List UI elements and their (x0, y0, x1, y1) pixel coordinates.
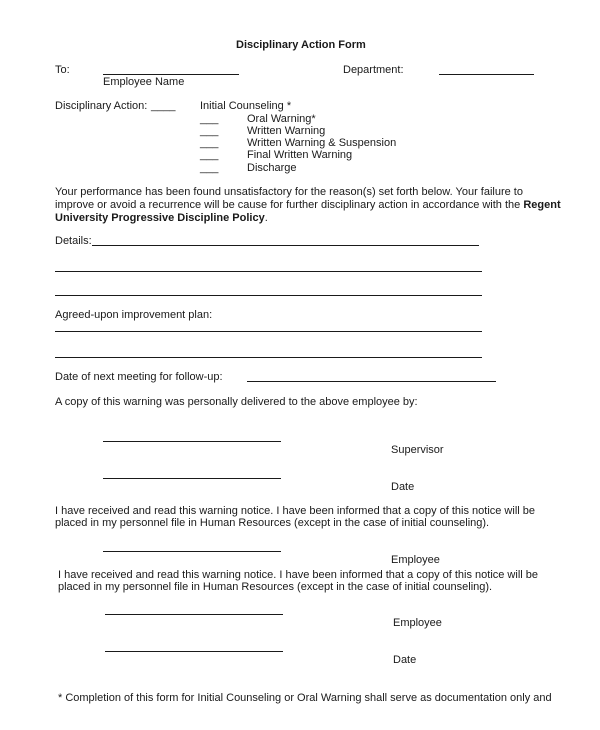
employee-date-line[interactable] (105, 651, 283, 652)
acknowledgement-text: placed in my personnel file in Human Resources (except in the case of initial counseling). (58, 581, 493, 593)
option-label: Final Written Warning (247, 149, 353, 161)
acknowledgement-text: placed in my personnel file in Human Resources (except in the case of initial counseling). (55, 517, 490, 529)
option-blank[interactable]: ___ (200, 125, 219, 137)
option-label: Oral Warning* (247, 113, 316, 125)
improvement-plan-label: Agreed-upon improvement plan: (55, 309, 213, 321)
option-blank[interactable]: ___ (200, 113, 219, 125)
supervisor-signature-line[interactable] (103, 441, 281, 442)
next-meeting-line[interactable] (247, 381, 496, 382)
employee-label: Employee (391, 554, 440, 566)
initial-counseling-label: Initial Counseling * (200, 100, 292, 112)
option-label: Written Warning & Suspension (247, 137, 397, 149)
policy-period: . (264, 212, 268, 224)
supervisor-label: Supervisor (391, 444, 444, 456)
option-blank[interactable]: ___ (200, 162, 219, 174)
performance-text (55, 199, 561, 212)
acknowledgement-text: I have received and read this warning notice. I have been informed that a copy of this notice will be (58, 569, 539, 581)
option-blank[interactable]: ___ (200, 137, 219, 149)
improvement-line[interactable] (55, 331, 482, 332)
option-blank[interactable]: ___ (200, 149, 219, 161)
policy-line (55, 212, 268, 225)
footnote-text: * Completion of this form for Initial Counseling or Oral Warning shall serve as documentation only and (58, 692, 552, 704)
department-label: Department: (343, 64, 404, 76)
performance-text: Your performance has been found unsatisfactory for the reason(s) set forth below. Your failure to (55, 186, 523, 198)
policy-name-a: Regent (523, 199, 561, 211)
supervisor-date-line[interactable] (103, 478, 281, 479)
employee-signature-line[interactable] (105, 614, 283, 615)
employee-label: Employee (393, 617, 442, 629)
employee-signature-line[interactable] (103, 551, 281, 552)
details-line[interactable] (55, 271, 482, 272)
form-title: Disciplinary Action Form (236, 39, 366, 51)
employee-name-line[interactable] (103, 74, 239, 75)
details-line[interactable] (55, 295, 482, 296)
details-line[interactable] (92, 245, 479, 246)
date-label: Date (393, 654, 417, 666)
date-label: Date (391, 481, 415, 493)
action-blank[interactable]: ____ (151, 100, 176, 112)
disciplinary-action-label: Disciplinary Action: (55, 100, 148, 112)
department-line[interactable] (439, 74, 534, 75)
improvement-line[interactable] (55, 357, 482, 358)
performance-text-2: improve or avoid a recurrence will be cause for further disciplinary action in accordance with the (55, 199, 521, 211)
acknowledgement-text: I have received and read this warning notice. I have been informed that a copy of this notice will be (55, 505, 536, 517)
employee-name-label: Employee Name (103, 76, 185, 88)
option-label: Written Warning (247, 125, 326, 137)
policy-name-b: University Progressive Discipline Policy (55, 212, 265, 224)
next-meeting-label: Date of next meeting for follow-up: (55, 371, 223, 383)
to-label: To: (55, 64, 70, 76)
copy-delivered-text: A copy of this warning was personally delivered to the above employee by: (55, 396, 418, 408)
details-label: Details: (55, 235, 92, 247)
option-label: Discharge (247, 162, 297, 174)
